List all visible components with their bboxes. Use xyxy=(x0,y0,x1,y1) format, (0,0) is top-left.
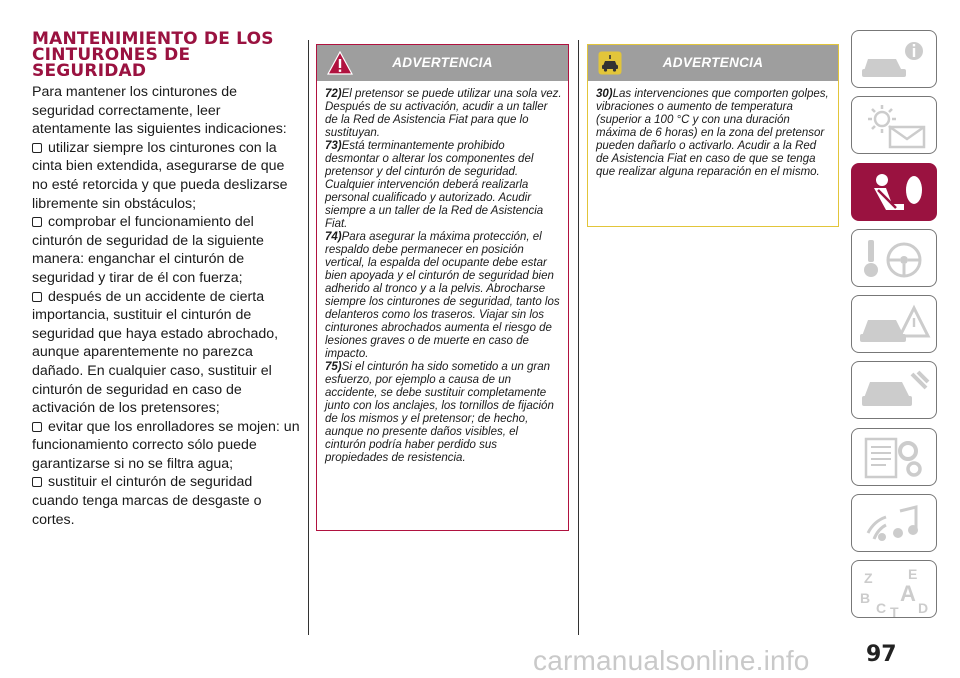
note-item: 30)Las intervenciones que comporten golpes, vibraciones o aumento de temperatura (superior a 100 °C y con una duración máxima de 6 horas) en la zona del pretensor pueden dañarlo o activarlo. Acudir a la Red de Asistencia Fiat en caso de que se tenga que realizar alguna reparación en el mismo. xyxy=(596,88,829,178)
svg-text:Z: Z xyxy=(864,570,873,587)
column-divider xyxy=(308,40,309,635)
checkbox-bullet-icon xyxy=(32,217,42,227)
note-item: 75)Si el cinturón ha sido sometido a un gran esfuerzo, por ejemplo a causa de un accidente, se debe sustituir completamente junto con los anclajes, los tornillos de fijación de los mismos y el pretensor; de hecho, aunque no presente daños visibles, el cinturón podría haber perdido sus propiedades de resistencia. xyxy=(325,361,554,464)
warning-title: ADVERTENCIA xyxy=(662,55,764,70)
section-title: MANTENIMIENTO DE LOS CINTURONES DE SEGURIDAD xyxy=(32,29,274,81)
bullet-item: evitar que los enrolladores se mojen: un funcionamiento correcto sólo puede garantizarse si no se filtra agua; xyxy=(32,418,300,472)
note-item: 72)El pretensor se puede utilizar una sola vez. Después de su activación, acudir a un taller de la Red de Asistencia Fiat para que lo sustituyan. xyxy=(325,88,562,139)
svg-text:E: E xyxy=(908,566,918,583)
svg-text:D: D xyxy=(918,600,929,617)
body-text xyxy=(32,83,300,529)
tab-index[interactable] xyxy=(851,560,937,618)
warning-title: ADVERTENCIA xyxy=(392,55,493,70)
dashboard-lights-icon xyxy=(852,97,937,154)
tab-dashboard-lights[interactable] xyxy=(851,96,937,154)
checkbox-bullet-icon xyxy=(32,143,42,153)
warning-body xyxy=(317,81,568,473)
multimedia-icon xyxy=(852,495,937,552)
watermark: carmanualsonline.info xyxy=(533,645,810,676)
bullet-item: utilizar siempre los cinturones con la cinta bien extendida, asegurarse de que no esté retorcida y que pueda deslizarse libremente sin obstáculos; xyxy=(32,139,288,212)
tab-multimedia[interactable] xyxy=(851,494,937,552)
car-maintenance-icon xyxy=(852,362,937,419)
chapter-tabs xyxy=(851,30,937,627)
checkbox-bullet-icon xyxy=(32,477,42,487)
seat-airbag-icon xyxy=(852,164,937,221)
warning-header xyxy=(317,45,568,81)
intro-paragraph: Para mantener los cinturones de seguridad correctamente, leer atentamente las siguientes indicaciones: xyxy=(32,84,287,138)
car-info-icon xyxy=(852,31,937,88)
car-emergency-icon xyxy=(852,296,937,353)
tab-specs[interactable] xyxy=(851,428,937,486)
svg-text:A: A xyxy=(900,581,916,607)
checkbox-bullet-icon xyxy=(32,422,42,432)
svg-text:B: B xyxy=(860,590,871,607)
tab-car-info[interactable] xyxy=(851,30,937,88)
column-divider xyxy=(578,40,579,635)
svg-text:C: C xyxy=(876,600,887,617)
warning-header xyxy=(588,45,838,81)
bullet-item: comprobar el funcionamiento del cinturón de seguridad de la siguiente manera: enganchar el cinturón de seguridad y tirar de él con fuerza; xyxy=(32,214,264,286)
warning-body xyxy=(588,81,838,187)
warning-box-red xyxy=(316,44,569,531)
tab-car-emergency[interactable] xyxy=(851,295,937,353)
warning-box-yellow xyxy=(587,44,839,227)
specs-gears-icon xyxy=(852,429,937,486)
page-number: 97 xyxy=(866,642,897,667)
tab-seat-airbag[interactable] xyxy=(851,163,937,221)
note-item: 74)Para asegurar la máxima protección, el respaldo debe permanecer en posición vertical, la espalda del ocupante debe estar bien apoyada y el cinturón de seguridad bien adherido al tronco y a la pelvis. Abrocharse siempre los cinturones de seguridad, tanto los delanteros como los traseros. Viajar sin los cinturones abrochados aumenta el riesgo de lesiones graves o de muerte en caso de impacto. xyxy=(325,231,560,360)
tab-car-maintenance[interactable] xyxy=(851,361,937,419)
checkbox-bullet-icon xyxy=(32,292,42,302)
tab-key-steering[interactable] xyxy=(851,229,937,287)
key-steering-wheel-icon xyxy=(852,230,937,287)
bullet-item: después de un accidente de cierta importancia, sustituir el cinturón de seguridad que haya estado abrochado, aunque aparentemente no parezca dañado. En cualquier caso, sustituir el cinturón de seguridad en caso de activación de los pretensores; xyxy=(32,288,279,417)
index-letters-icon xyxy=(852,561,937,618)
bullet-item: sustituir el cinturón de seguridad cuando tenga marcas de desgaste o cortes. xyxy=(32,474,262,528)
note-item: 73)Está terminantemente prohibido desmontar o alterar los componentes del pretensor y del cinturón de seguridad. Cualquier intervención deberá realizarla personal cualificado y autorizado. Acudir siempre a un taller de la Red de Asistencia Fiat. xyxy=(325,140,544,230)
svg-text:T: T xyxy=(890,604,899,620)
